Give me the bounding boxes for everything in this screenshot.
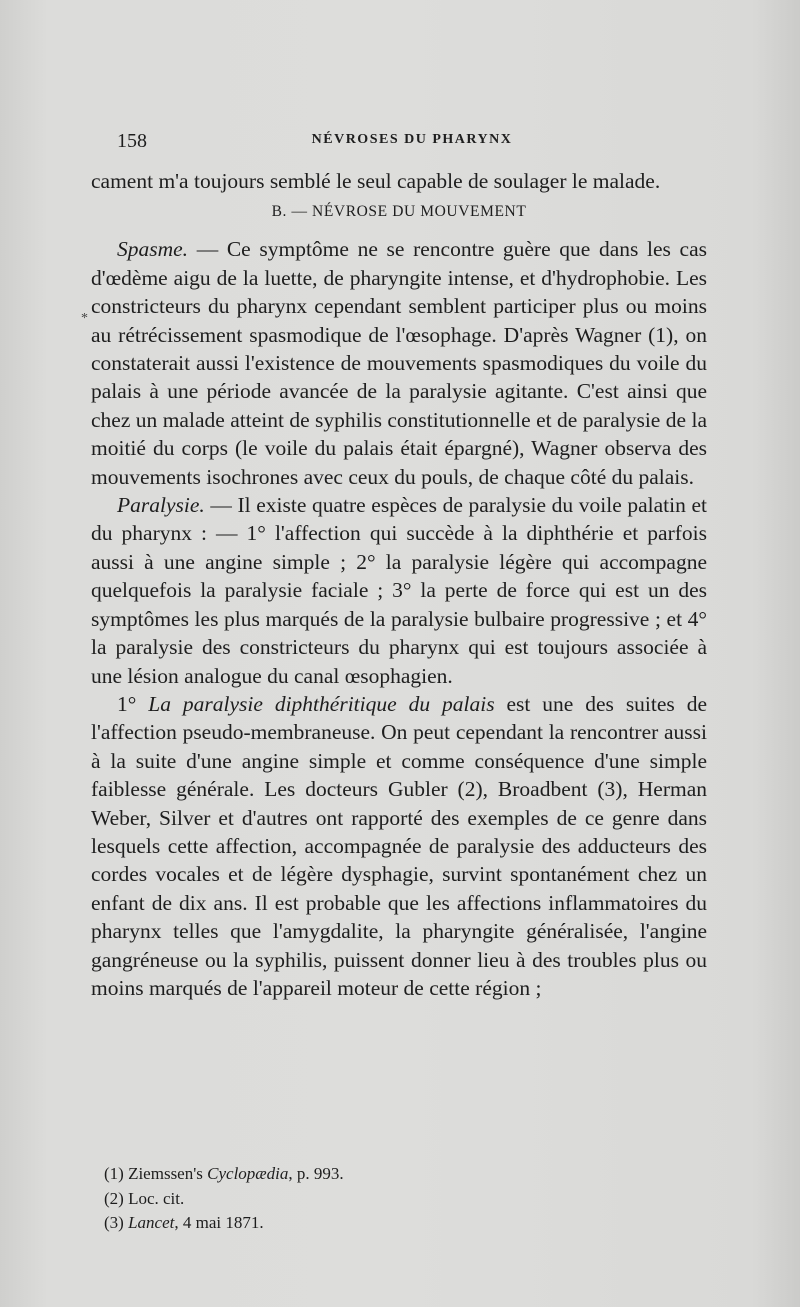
page-number: 158	[117, 130, 147, 152]
footnote-3	[104, 1211, 684, 1236]
body-text	[91, 167, 707, 1002]
footnotes	[104, 1162, 684, 1236]
footnote-3-title: Lancet	[128, 1213, 175, 1232]
page-header	[117, 130, 707, 154]
footnote-3-rest: , 4 mai 1871.	[174, 1213, 264, 1232]
margin-mark: *	[81, 311, 88, 326]
lead-diphtheritique: La paralysie diphthéritique du palais	[148, 691, 495, 716]
footnote-1	[104, 1162, 684, 1187]
lead-paralysie: Paralysie.	[117, 493, 205, 518]
footnote-1-text: (1) Ziemssen's	[104, 1164, 208, 1183]
footnote-1-rest: , p. 993.	[288, 1164, 344, 1183]
section-heading: B. — NÉVROSE DU MOUVEMENT	[271, 203, 527, 221]
footnote-2	[104, 1187, 684, 1212]
number-diphtheritique: 1°	[117, 691, 137, 716]
footnote-3-text: (3)	[104, 1213, 129, 1232]
lead-spasme: Spasme.	[117, 237, 189, 262]
paragraph-diphtheritique	[91, 690, 707, 1002]
footnote-2-text: (2) Loc. cit.	[104, 1188, 185, 1208]
text-paralysie: — Il existe quatre espèces de paralysie du voile palatin et du pharynx : — 1° l'affection qui succède à la diphthérie et parfois aussi à une angine simple ; 2° la paralysie légère qui accompagne quelquefois la paralysie faciale ; 3° la perte de force qui est un des symptômes les plus marqués de la paralysie bulbaire progressive ; et 4° la paralysie des constricteurs du pharynx qui est toujours associée à une lésion analogue du canal œsophagien.	[91, 493, 707, 688]
paragraph-spasme	[91, 235, 707, 491]
continuation-paragraph: cament m'a toujours semblé le seul capable de soulager le malade.	[91, 169, 661, 193]
running-head: NÉVROSES DU PHARYNX	[311, 132, 513, 147]
paragraph-paralysie	[91, 491, 707, 690]
text-spasme: — Ce symptôme ne se rencontre guère que dans les cas d'œdème aigu de la luette, de pharyngite intense, et d'hydrophobie. Les constricteurs du pharynx cependant semblent participer plus ou moins au rétrécissement spasmodique de l'œsophage. D'après Wagner (1), on constaterait aussi l'existence de mouvements spasmodiques du voile du palais à une période avancée de la paralysie agitante. C'est ainsi que chez un malade atteint de syphilis constitutionnelle et de paralysie de la moitié du corps (le voile du palais était épargné), Wagner observa des mouvements isochrones avec ceux du pouls, de chaque côté du palais.	[91, 237, 707, 489]
text-diphtheritique: est une des suites de l'affection pseudo-membraneuse. On peut cependant la rencontrer aussi à la suite d'une angine simple et comme conséquence d'une simple faiblesse générale. Les docteurs Gubler (2), Broadbent (3), Herman Weber, Silver et d'autres ont rapporté des exemples de ce genre dans lesquels cette affection, accompagnée de paralysie des adducteurs des cordes vocales et de légère dysphagie, survint spontanément chez un enfant de dix ans. Il est probable que les affections inflammatoires du pharynx telles que l'amygdalite, la pharyngite généralisée, l'angine gangréneuse ou la syphilis, puissent donner lieu à des troubles plus ou moins marqués de l'appareil moteur de cette région ;	[91, 691, 708, 1000]
footnote-1-title: Cyclopædia	[207, 1164, 289, 1183]
